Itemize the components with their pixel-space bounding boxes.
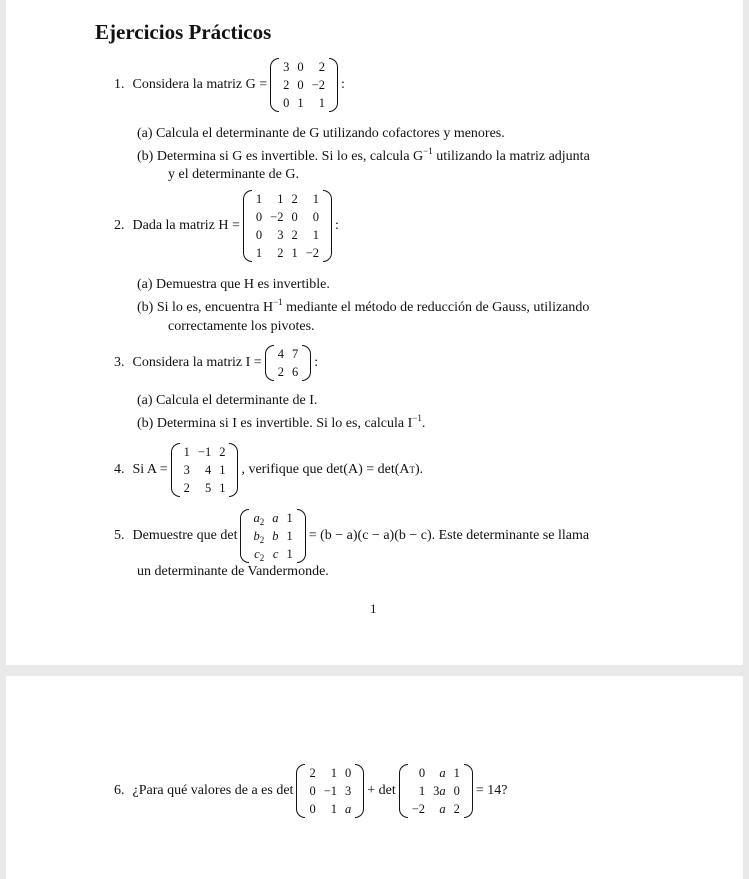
matrix-cell: 1: [330, 766, 337, 780]
vandermonde-matrix: [240, 509, 305, 563]
matrix-cell: 2: [291, 192, 298, 206]
matrix-cell: 0: [255, 210, 263, 224]
text-a: Calcula el determinante de G utilizando cofactores y menores.: [156, 126, 505, 141]
matrix-cell: 3: [345, 784, 352, 798]
exercise-6-end: = 14?: [475, 783, 508, 798]
label-a: (a): [137, 393, 153, 408]
matrix-cell: 1: [219, 463, 226, 477]
label-b: (b): [137, 416, 154, 431]
matrix-cell: 0: [309, 802, 316, 816]
exponent: −1: [273, 297, 283, 307]
matrix-cell: 7: [291, 347, 299, 361]
matrix-cell: 0: [291, 210, 298, 224]
matrix-cell: 6: [291, 365, 299, 379]
matrix-6b: [399, 764, 473, 818]
exercise-1-a: [137, 126, 505, 142]
colon: :: [335, 218, 339, 233]
matrix-cell: 2: [318, 60, 325, 74]
matrix-cell: 4: [277, 347, 284, 361]
exercise-2-number: 2.: [114, 218, 125, 233]
page-2: [6, 676, 743, 879]
exercise-4-text: Si A =: [132, 462, 168, 477]
exercise-2-b-cont: correctamente los pivotes.: [168, 319, 315, 334]
matrix-cell: a: [439, 802, 446, 816]
text-b1: Determina si G es invertible. Si lo es, calcula G: [156, 149, 424, 164]
matrix-cell: 1: [277, 192, 284, 206]
matrix-cell: b: [272, 529, 279, 543]
matrix-cell: a: [345, 802, 352, 816]
exercise-6-text: ¿Para qué valores de a es det: [132, 783, 294, 798]
matrix-i: [265, 345, 312, 381]
matrix-cell: 5: [204, 481, 212, 495]
matrix-h: [243, 190, 332, 262]
matrix-cell: 1: [453, 766, 460, 780]
text-a: Demuestra que H es invertible.: [156, 277, 330, 292]
matrix-cell: 3: [277, 228, 284, 242]
matrix-cell: $c_2$: [254, 547, 265, 563]
matrix-cell: 0: [312, 210, 320, 224]
matrix-cell: 1: [312, 192, 320, 206]
matrix-cell: a: [272, 511, 279, 525]
matrix-cell: 1: [219, 481, 226, 495]
label-a: (a): [137, 126, 153, 141]
matrix-cell: 1: [286, 529, 293, 543]
exercise-5: [114, 509, 589, 563]
exercise-1: [114, 58, 345, 112]
matrix-cell: −2: [411, 802, 426, 816]
page-number: 1: [370, 601, 377, 616]
matrix-cell: 0: [453, 784, 460, 798]
matrix-cell: 0: [418, 766, 426, 780]
matrix-cell: −2: [305, 246, 320, 260]
exercise-5-cont: un determinante de Vandermonde.: [137, 564, 329, 579]
exercise-5-text: Demuestre que det: [132, 528, 238, 543]
label-a: (a): [137, 277, 153, 292]
matrix-cell: 4: [204, 463, 212, 477]
text-b1: Determina si I es invertible. Si lo es, calcula I: [156, 416, 413, 431]
matrix-cell: 1: [318, 96, 325, 110]
exercise-4-after: , verifique que det(A) = det(A: [241, 462, 410, 477]
exercise-1-b-cont: y el determinante de G.: [168, 167, 300, 182]
matrix-cell: $a_2$: [253, 511, 265, 527]
matrix-cell: 2: [183, 481, 190, 495]
matrix-cell: 3: [283, 60, 290, 74]
exercise-3-text: Considera la matriz I =: [132, 355, 262, 370]
exercise-6-number: 6.: [114, 783, 125, 798]
matrix-cell: 2: [309, 766, 316, 780]
matrix-cell: 3a: [433, 784, 446, 798]
matrix-cell: 0: [255, 228, 263, 242]
label-b: (b): [137, 149, 154, 164]
matrix-cell: 1: [286, 547, 293, 561]
matrix-cell: 3: [183, 463, 190, 477]
matrix-g: [270, 58, 338, 112]
matrix-cell: 2: [291, 228, 298, 242]
matrix-6a: [296, 764, 364, 818]
matrix-cell: 1: [255, 246, 263, 260]
matrix-cell: −2: [311, 78, 325, 92]
matrix-cell: 0: [309, 784, 316, 798]
matrix-cell: 0: [297, 60, 304, 74]
matrix-cell: −2: [270, 210, 284, 224]
plus-det: + det: [367, 783, 396, 798]
matrix-cell: 1: [183, 445, 190, 459]
text-b1: Si lo es, encuentra H: [156, 300, 274, 315]
exercise-2-text: Dada la matriz H =: [132, 218, 240, 233]
exercise-2-b: [137, 297, 590, 316]
exercise-3-a: [137, 393, 317, 409]
matrix-cell: −1: [197, 445, 212, 459]
matrix-cell: a: [439, 766, 446, 780]
exercise-3-number: 3.: [114, 355, 125, 370]
exercise-5-number: 5.: [114, 528, 125, 543]
page-title: Ejercicios Prácticos: [95, 20, 272, 44]
exercise-4: 4. Si A = 1 −1 2 3 4 1 2 5 1 , verifique que det(A) = det(A T ).: [114, 445, 424, 495]
matrix-cell: 1: [255, 192, 263, 206]
matrix-cell: $b_2$: [253, 529, 265, 545]
exponent: −1: [423, 146, 433, 156]
matrix-cell: 2: [219, 445, 226, 459]
matrix-cell: 0: [283, 96, 290, 110]
page-1: [6, 0, 743, 665]
text-b2: mediante el método de reducción de Gauss, utilizando: [282, 300, 590, 315]
exercise-4-number: 4.: [114, 462, 125, 477]
matrix-cell: 2: [453, 802, 460, 816]
exponent: −1: [412, 413, 422, 423]
exercise-3-b: [137, 413, 426, 432]
exercise-1-text: Considera la matriz G =: [132, 77, 268, 92]
exercise-1-b: [137, 146, 590, 165]
label-b: (b): [137, 300, 154, 315]
matrix-cell: 1: [291, 246, 298, 260]
colon: :: [340, 77, 345, 92]
matrix-cell: 1: [297, 96, 304, 110]
exercise-2: [114, 190, 339, 262]
matrix-cell: 1: [418, 784, 426, 798]
exercise-6: [114, 764, 507, 818]
exercise-4-end: ).: [415, 462, 424, 477]
text-b2: .: [421, 416, 426, 431]
matrix-cell: 2: [277, 365, 284, 379]
exercise-3: [114, 345, 318, 381]
text-b2: utilizando la matriz adjunta: [432, 149, 590, 164]
colon: :: [314, 355, 319, 370]
text-a: Calcula el determinante de I.: [156, 393, 318, 408]
matrix-a: [171, 443, 239, 497]
matrix-cell: 0: [345, 766, 352, 780]
matrix-cell: 1: [330, 802, 337, 816]
exercise-1-number: 1.: [114, 77, 125, 92]
matrix-cell: 2: [283, 78, 290, 92]
exercise-2-a: [137, 277, 330, 293]
matrix-cell: 1: [312, 228, 320, 242]
matrix-cell: c: [272, 547, 279, 561]
exercise-5-after: = (b − a)(c − a)(b − c). Este determinante se llama: [308, 528, 590, 543]
matrix-cell: 2: [277, 246, 284, 260]
matrix-cell: 1: [286, 511, 293, 525]
matrix-cell: −1: [323, 784, 337, 798]
matrix-cell: 0: [297, 78, 304, 92]
